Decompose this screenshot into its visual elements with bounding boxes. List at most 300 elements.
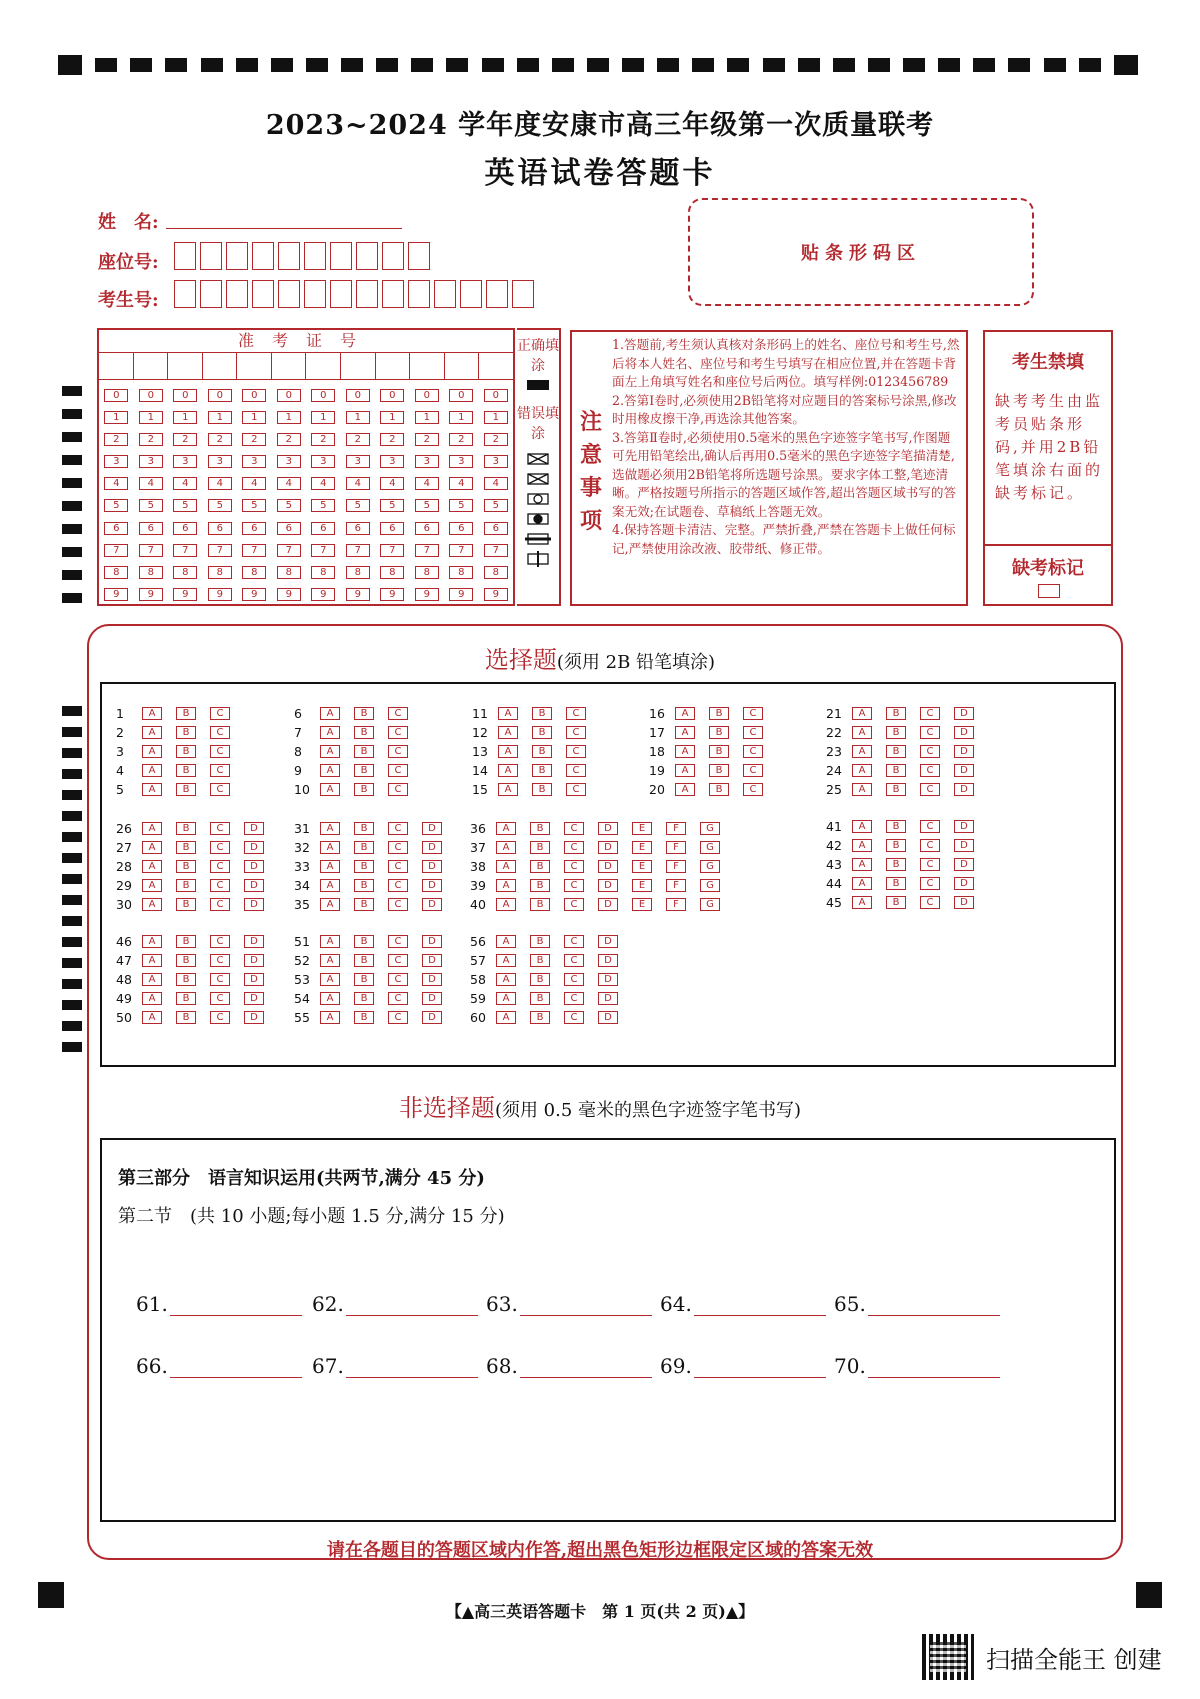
digit-bubble[interactable]: 4	[380, 477, 404, 490]
exam-number-cell[interactable]	[460, 280, 482, 308]
option-bubble[interactable]: D	[598, 879, 618, 892]
option-bubble[interactable]: D	[422, 860, 442, 873]
digit-bubble[interactable]: 9	[346, 588, 370, 601]
option-bubble[interactable]: C	[564, 992, 584, 1005]
digit-bubble[interactable]: 8	[380, 566, 404, 579]
seat-cell[interactable]	[252, 242, 274, 270]
option-bubble[interactable]: B	[354, 879, 374, 892]
option-bubble[interactable]: D	[954, 820, 974, 833]
digit-bubble[interactable]: 9	[139, 588, 163, 601]
option-bubble[interactable]: C	[388, 935, 408, 948]
option-bubble[interactable]: B	[354, 764, 374, 777]
option-bubble[interactable]: D	[954, 764, 974, 777]
digit-bubble[interactable]: 6	[311, 522, 335, 535]
option-bubble[interactable]: A	[496, 935, 516, 948]
option-bubble[interactable]: B	[530, 898, 550, 911]
seat-cell[interactable]	[382, 242, 404, 270]
option-bubble[interactable]: D	[598, 973, 618, 986]
option-bubble[interactable]: D	[244, 935, 264, 948]
option-bubble[interactable]: C	[564, 841, 584, 854]
digit-bubble[interactable]: 5	[346, 499, 370, 512]
option-bubble[interactable]: A	[320, 992, 340, 1005]
exam-number-cell[interactable]	[174, 280, 196, 308]
digit-bubble[interactable]: 9	[173, 588, 197, 601]
option-bubble[interactable]: B	[354, 973, 374, 986]
option-bubble[interactable]: A	[142, 783, 162, 796]
option-bubble[interactable]: A	[142, 1011, 162, 1024]
option-bubble[interactable]: A	[142, 707, 162, 720]
digit-bubble[interactable]: 9	[415, 588, 439, 601]
option-bubble[interactable]: A	[675, 783, 695, 796]
option-bubble[interactable]: B	[176, 879, 196, 892]
option-bubble[interactable]: A	[852, 707, 872, 720]
digit-bubble[interactable]: 0	[139, 389, 163, 402]
option-bubble[interactable]: D	[244, 879, 264, 892]
blank-line[interactable]	[170, 1293, 302, 1316]
option-bubble[interactable]: C	[920, 745, 940, 758]
option-bubble[interactable]: A	[142, 898, 162, 911]
digit-bubble[interactable]: 5	[311, 499, 335, 512]
option-bubble[interactable]: A	[675, 726, 695, 739]
option-bubble[interactable]: A	[852, 896, 872, 909]
digit-bubble[interactable]: 3	[380, 455, 404, 468]
option-bubble[interactable]: C	[564, 898, 584, 911]
option-bubble[interactable]: C	[388, 822, 408, 835]
option-bubble[interactable]: C	[920, 896, 940, 909]
digit-bubble[interactable]: 8	[104, 566, 128, 579]
digit-bubble[interactable]: 7	[311, 544, 335, 557]
admission-digit-box[interactable]	[376, 353, 411, 379]
digit-bubble[interactable]: 3	[208, 455, 232, 468]
seat-cell[interactable]	[278, 242, 300, 270]
digit-bubble[interactable]: 1	[346, 411, 370, 424]
option-bubble[interactable]: D	[954, 745, 974, 758]
digit-bubble[interactable]: 7	[449, 544, 473, 557]
option-bubble[interactable]: D	[244, 822, 264, 835]
option-bubble[interactable]: C	[210, 764, 230, 777]
option-bubble[interactable]: D	[244, 973, 264, 986]
option-bubble[interactable]: B	[532, 783, 552, 796]
option-bubble[interactable]: A	[675, 707, 695, 720]
option-bubble[interactable]: B	[354, 726, 374, 739]
digit-bubble[interactable]: 0	[277, 389, 301, 402]
option-bubble[interactable]: C	[388, 745, 408, 758]
digit-bubble[interactable]: 0	[311, 389, 335, 402]
digit-bubble[interactable]: 0	[380, 389, 404, 402]
option-bubble[interactable]: A	[498, 783, 518, 796]
option-bubble[interactable]: B	[354, 860, 374, 873]
digit-bubble[interactable]: 1	[484, 411, 508, 424]
option-bubble[interactable]: C	[743, 783, 763, 796]
option-bubble[interactable]: C	[210, 935, 230, 948]
blank-line[interactable]	[694, 1293, 826, 1316]
answer-blank[interactable]	[136, 1292, 302, 1316]
option-bubble[interactable]: B	[354, 935, 374, 948]
digit-bubble[interactable]: 9	[311, 588, 335, 601]
digit-bubble[interactable]: 2	[104, 433, 128, 446]
digit-bubble[interactable]: 2	[415, 433, 439, 446]
digit-bubble[interactable]: 4	[173, 477, 197, 490]
digit-bubble[interactable]: 5	[208, 499, 232, 512]
option-bubble[interactable]: D	[598, 992, 618, 1005]
option-bubble[interactable]: B	[176, 726, 196, 739]
option-bubble[interactable]: A	[320, 764, 340, 777]
option-bubble[interactable]: C	[388, 764, 408, 777]
option-bubble[interactable]: B	[354, 841, 374, 854]
admission-digit-box[interactable]	[410, 353, 445, 379]
option-bubble[interactable]: A	[142, 954, 162, 967]
option-bubble[interactable]: C	[564, 973, 584, 986]
option-bubble[interactable]: A	[496, 860, 516, 873]
option-bubble[interactable]: B	[886, 839, 906, 852]
option-bubble[interactable]: C	[210, 745, 230, 758]
option-bubble[interactable]: A	[320, 783, 340, 796]
answer-blank[interactable]	[312, 1292, 478, 1316]
digit-bubble[interactable]: 1	[139, 411, 163, 424]
digit-bubble[interactable]: 9	[380, 588, 404, 601]
digit-bubble[interactable]: 8	[173, 566, 197, 579]
digit-bubble[interactable]: 6	[242, 522, 266, 535]
answer-blank[interactable]	[312, 1354, 478, 1378]
option-bubble[interactable]: B	[886, 858, 906, 871]
option-bubble[interactable]: C	[566, 726, 586, 739]
digit-bubble[interactable]: 4	[449, 477, 473, 490]
digit-bubble[interactable]: 6	[415, 522, 439, 535]
option-bubble[interactable]: D	[422, 992, 442, 1005]
option-bubble[interactable]: C	[210, 783, 230, 796]
exam-number-cell[interactable]	[434, 280, 456, 308]
option-bubble[interactable]: B	[530, 822, 550, 835]
exam-number-cell[interactable]	[226, 280, 248, 308]
option-bubble[interactable]: A	[320, 707, 340, 720]
digit-bubble[interactable]: 6	[449, 522, 473, 535]
option-bubble[interactable]: E	[632, 898, 652, 911]
admission-digit-box[interactable]	[203, 353, 238, 379]
option-bubble[interactable]: C	[388, 992, 408, 1005]
digit-bubble[interactable]: 6	[104, 522, 128, 535]
blank-line[interactable]	[170, 1355, 302, 1378]
digit-bubble[interactable]: 4	[311, 477, 335, 490]
option-bubble[interactable]: C	[388, 1011, 408, 1024]
option-bubble[interactable]: D	[422, 954, 442, 967]
option-bubble[interactable]: C	[920, 783, 940, 796]
digit-bubble[interactable]: 4	[484, 477, 508, 490]
option-bubble[interactable]: C	[564, 860, 584, 873]
option-bubble[interactable]: D	[422, 841, 442, 854]
option-bubble[interactable]: E	[632, 822, 652, 835]
option-bubble[interactable]: C	[388, 783, 408, 796]
option-bubble[interactable]: A	[496, 1011, 516, 1024]
exam-number-cells[interactable]	[174, 280, 538, 308]
digit-bubble[interactable]: 8	[139, 566, 163, 579]
option-bubble[interactable]: B	[176, 783, 196, 796]
digit-bubble[interactable]: 9	[104, 588, 128, 601]
exam-number-cell[interactable]	[252, 280, 274, 308]
option-bubble[interactable]: C	[743, 707, 763, 720]
digit-bubble[interactable]: 0	[346, 389, 370, 402]
option-bubble[interactable]: F	[666, 841, 686, 854]
digit-bubble[interactable]: 1	[380, 411, 404, 424]
answer-blank[interactable]	[486, 1292, 652, 1316]
option-bubble[interactable]: C	[920, 877, 940, 890]
option-bubble[interactable]: C	[210, 992, 230, 1005]
digit-bubble[interactable]: 7	[277, 544, 301, 557]
option-bubble[interactable]: D	[244, 992, 264, 1005]
option-bubble[interactable]: B	[886, 707, 906, 720]
digit-bubble[interactable]: 5	[104, 499, 128, 512]
digit-bubble[interactable]: 8	[208, 566, 232, 579]
exam-number-cell[interactable]	[382, 280, 404, 308]
digit-bubble[interactable]: 2	[311, 433, 335, 446]
option-bubble[interactable]: A	[320, 726, 340, 739]
exam-number-cell[interactable]	[330, 280, 352, 308]
digit-bubble[interactable]: 5	[484, 499, 508, 512]
option-bubble[interactable]: A	[498, 707, 518, 720]
option-bubble[interactable]: D	[598, 860, 618, 873]
digit-bubble[interactable]: 7	[139, 544, 163, 557]
option-bubble[interactable]: B	[176, 935, 196, 948]
option-bubble[interactable]: C	[388, 898, 408, 911]
option-bubble[interactable]: D	[598, 841, 618, 854]
option-bubble[interactable]: E	[632, 879, 652, 892]
admission-digit-box[interactable]	[237, 353, 272, 379]
digit-bubble[interactable]: 5	[242, 499, 266, 512]
option-bubble[interactable]: C	[920, 726, 940, 739]
answer-blank[interactable]	[136, 1354, 302, 1378]
option-bubble[interactable]: A	[142, 764, 162, 777]
exam-number-cell[interactable]	[512, 280, 534, 308]
answer-blank[interactable]	[660, 1354, 826, 1378]
option-bubble[interactable]: E	[632, 860, 652, 873]
option-bubble[interactable]: B	[176, 822, 196, 835]
option-bubble[interactable]: D	[954, 896, 974, 909]
option-bubble[interactable]: B	[354, 822, 374, 835]
option-bubble[interactable]: A	[498, 764, 518, 777]
option-bubble[interactable]: C	[388, 726, 408, 739]
option-bubble[interactable]: A	[142, 935, 162, 948]
digit-bubble[interactable]: 8	[311, 566, 335, 579]
seat-cell[interactable]	[304, 242, 326, 270]
option-bubble[interactable]: A	[142, 879, 162, 892]
option-bubble[interactable]: B	[530, 935, 550, 948]
option-bubble[interactable]: A	[142, 726, 162, 739]
exam-number-cell[interactable]	[278, 280, 300, 308]
digit-bubble[interactable]: 8	[449, 566, 473, 579]
digit-bubble[interactable]: 3	[277, 455, 301, 468]
blank-line[interactable]	[520, 1293, 652, 1316]
option-bubble[interactable]: A	[496, 954, 516, 967]
option-bubble[interactable]: A	[142, 745, 162, 758]
option-bubble[interactable]: D	[598, 822, 618, 835]
digit-bubble[interactable]: 2	[139, 433, 163, 446]
digit-bubble[interactable]: 9	[484, 588, 508, 601]
option-bubble[interactable]: C	[566, 745, 586, 758]
digit-bubble[interactable]: 0	[242, 389, 266, 402]
seat-cell[interactable]	[408, 242, 430, 270]
admission-digit-box[interactable]	[134, 353, 169, 379]
blank-line[interactable]	[868, 1293, 1000, 1316]
digit-bubble[interactable]: 5	[173, 499, 197, 512]
digit-bubble[interactable]: 0	[104, 389, 128, 402]
option-bubble[interactable]: B	[176, 973, 196, 986]
digit-bubble[interactable]: 1	[242, 411, 266, 424]
option-bubble[interactable]: B	[886, 877, 906, 890]
option-bubble[interactable]: C	[920, 764, 940, 777]
option-bubble[interactable]: B	[354, 707, 374, 720]
digit-bubble[interactable]: 0	[415, 389, 439, 402]
option-bubble[interactable]: A	[496, 879, 516, 892]
option-bubble[interactable]: B	[530, 992, 550, 1005]
digit-bubble[interactable]: 1	[277, 411, 301, 424]
option-bubble[interactable]: A	[320, 954, 340, 967]
option-bubble[interactable]: C	[920, 820, 940, 833]
admission-digit-box[interactable]	[168, 353, 203, 379]
option-bubble[interactable]: D	[244, 860, 264, 873]
option-bubble[interactable]: B	[176, 841, 196, 854]
option-bubble[interactable]: A	[852, 877, 872, 890]
blank-line[interactable]	[520, 1355, 652, 1378]
option-bubble[interactable]: A	[320, 822, 340, 835]
option-bubble[interactable]: C	[920, 707, 940, 720]
blank-line[interactable]	[346, 1355, 478, 1378]
option-bubble[interactable]: A	[852, 820, 872, 833]
option-bubble[interactable]: C	[210, 822, 230, 835]
option-bubble[interactable]: C	[920, 839, 940, 852]
digit-bubble[interactable]: 5	[380, 499, 404, 512]
digit-bubble[interactable]: 7	[484, 544, 508, 557]
digit-bubble[interactable]: 7	[415, 544, 439, 557]
option-bubble[interactable]: D	[954, 707, 974, 720]
digit-bubble[interactable]: 2	[173, 433, 197, 446]
digit-bubble[interactable]: 6	[484, 522, 508, 535]
option-bubble[interactable]: B	[176, 992, 196, 1005]
option-bubble[interactable]: B	[709, 783, 729, 796]
option-bubble[interactable]: B	[530, 973, 550, 986]
digit-bubble[interactable]: 0	[173, 389, 197, 402]
option-bubble[interactable]: A	[498, 726, 518, 739]
option-bubble[interactable]: D	[422, 973, 442, 986]
option-bubble[interactable]: C	[566, 783, 586, 796]
digit-bubble[interactable]: 9	[208, 588, 232, 601]
digit-bubble[interactable]: 6	[173, 522, 197, 535]
option-bubble[interactable]: A	[496, 992, 516, 1005]
option-bubble[interactable]: C	[564, 1011, 584, 1024]
option-bubble[interactable]: G	[700, 860, 720, 873]
digit-bubble[interactable]: 3	[346, 455, 370, 468]
digit-bubble[interactable]: 8	[415, 566, 439, 579]
admission-digit-box[interactable]	[479, 353, 513, 379]
option-bubble[interactable]: D	[244, 1011, 264, 1024]
digit-bubble[interactable]: 3	[104, 455, 128, 468]
option-bubble[interactable]: C	[564, 935, 584, 948]
option-bubble[interactable]: C	[388, 879, 408, 892]
digit-bubble[interactable]: 4	[104, 477, 128, 490]
option-bubble[interactable]: A	[320, 1011, 340, 1024]
option-bubble[interactable]: B	[886, 820, 906, 833]
option-bubble[interactable]: G	[700, 898, 720, 911]
digit-bubble[interactable]: 0	[484, 389, 508, 402]
digit-bubble[interactable]: 1	[173, 411, 197, 424]
digit-bubble[interactable]: 2	[242, 433, 266, 446]
digit-bubble[interactable]: 7	[173, 544, 197, 557]
option-bubble[interactable]: F	[666, 898, 686, 911]
name-field[interactable]	[166, 228, 402, 229]
option-bubble[interactable]: D	[954, 783, 974, 796]
option-bubble[interactable]: A	[320, 973, 340, 986]
digit-bubble[interactable]: 7	[104, 544, 128, 557]
option-bubble[interactable]: F	[666, 879, 686, 892]
option-bubble[interactable]: B	[886, 726, 906, 739]
option-bubble[interactable]: C	[743, 745, 763, 758]
absent-mark-bubble[interactable]	[1038, 584, 1060, 598]
digit-bubble[interactable]: 7	[380, 544, 404, 557]
option-bubble[interactable]: D	[422, 879, 442, 892]
option-bubble[interactable]: B	[886, 896, 906, 909]
option-bubble[interactable]: B	[886, 764, 906, 777]
digit-bubble[interactable]: 3	[449, 455, 473, 468]
option-bubble[interactable]: A	[496, 822, 516, 835]
digit-bubble[interactable]: 6	[139, 522, 163, 535]
option-bubble[interactable]: B	[532, 745, 552, 758]
option-bubble[interactable]: B	[176, 745, 196, 758]
digit-bubble[interactable]: 8	[277, 566, 301, 579]
digit-bubble[interactable]: 1	[311, 411, 335, 424]
option-bubble[interactable]: C	[564, 822, 584, 835]
admission-write-boxes[interactable]	[99, 353, 513, 380]
option-bubble[interactable]: A	[320, 898, 340, 911]
option-bubble[interactable]: B	[530, 879, 550, 892]
digit-bubble[interactable]: 3	[415, 455, 439, 468]
digit-bubble[interactable]: 6	[208, 522, 232, 535]
option-bubble[interactable]: A	[852, 839, 872, 852]
exam-number-cell[interactable]	[200, 280, 222, 308]
exam-number-cell[interactable]	[356, 280, 378, 308]
option-bubble[interactable]: D	[244, 954, 264, 967]
option-bubble[interactable]: B	[709, 745, 729, 758]
option-bubble[interactable]: C	[566, 764, 586, 777]
digit-bubble[interactable]: 3	[242, 455, 266, 468]
seat-cell[interactable]	[356, 242, 378, 270]
option-bubble[interactable]: C	[920, 858, 940, 871]
option-bubble[interactable]: A	[675, 764, 695, 777]
option-bubble[interactable]: C	[210, 707, 230, 720]
option-bubble[interactable]: B	[354, 745, 374, 758]
seat-number-cells[interactable]	[174, 242, 434, 270]
digit-bubble[interactable]: 5	[139, 499, 163, 512]
option-bubble[interactable]: D	[954, 726, 974, 739]
option-bubble[interactable]: B	[530, 1011, 550, 1024]
option-bubble[interactable]: D	[954, 877, 974, 890]
option-bubble[interactable]: D	[244, 898, 264, 911]
option-bubble[interactable]: F	[666, 860, 686, 873]
digit-bubble[interactable]: 9	[277, 588, 301, 601]
option-bubble[interactable]: G	[700, 841, 720, 854]
option-bubble[interactable]: B	[354, 954, 374, 967]
option-bubble[interactable]: B	[530, 954, 550, 967]
digit-bubble[interactable]: 0	[449, 389, 473, 402]
option-bubble[interactable]: A	[852, 764, 872, 777]
option-bubble[interactable]: B	[354, 783, 374, 796]
option-bubble[interactable]: B	[354, 1011, 374, 1024]
digit-bubble[interactable]: 1	[415, 411, 439, 424]
digit-bubble[interactable]: 4	[415, 477, 439, 490]
option-bubble[interactable]: C	[564, 879, 584, 892]
option-bubble[interactable]: B	[176, 954, 196, 967]
option-bubble[interactable]: A	[142, 992, 162, 1005]
admission-digit-box[interactable]	[445, 353, 480, 379]
option-bubble[interactable]: B	[530, 841, 550, 854]
digit-bubble[interactable]: 9	[449, 588, 473, 601]
